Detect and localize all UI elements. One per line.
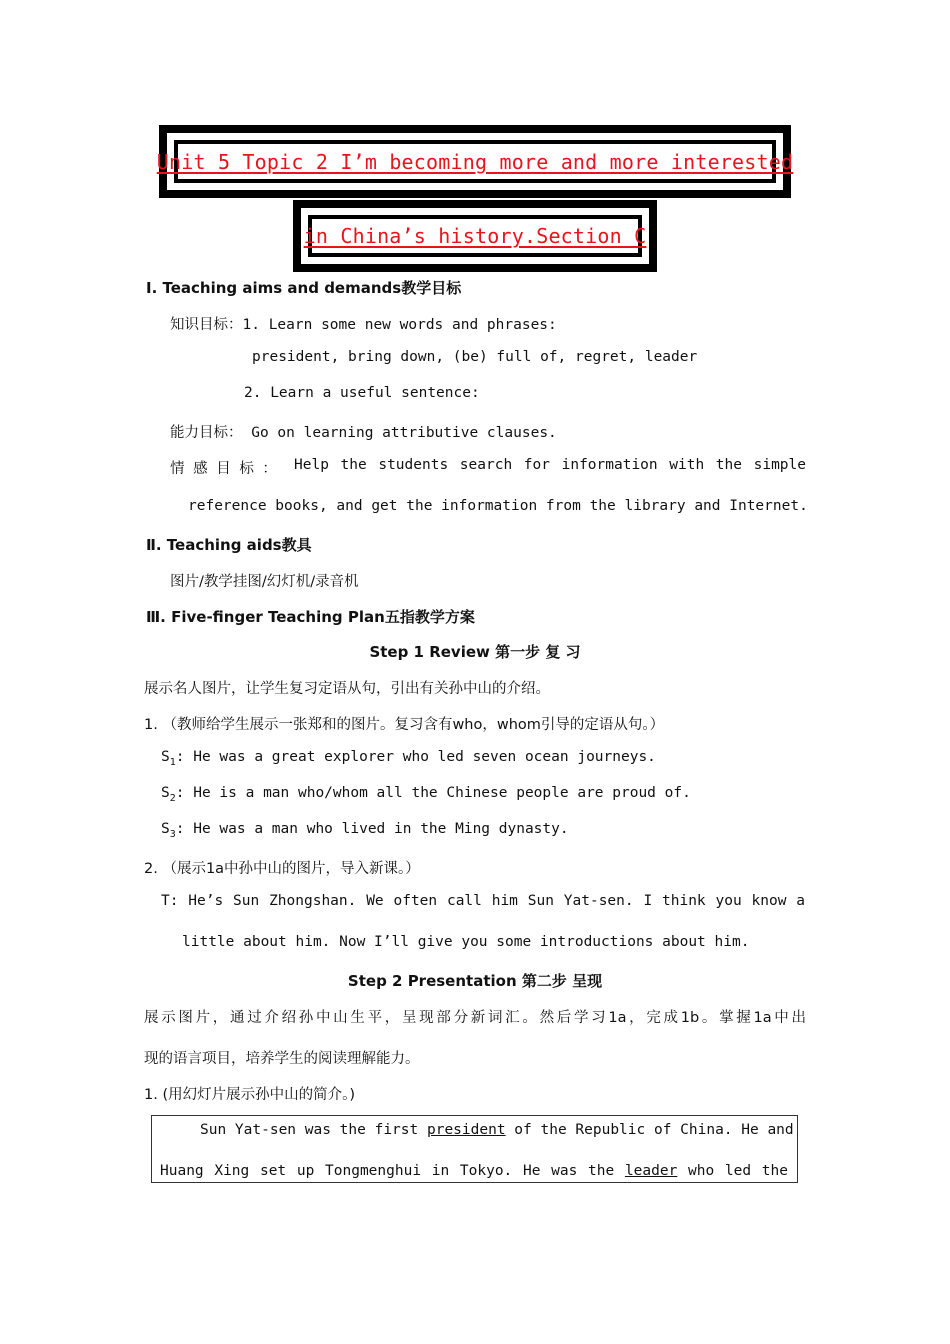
step1-intro: 展示名人图片，让学生复习定语从句，引出有关孙中山的介绍。 [144, 681, 550, 697]
step1-item2: 2. （展示1a中孙中山的图片，导入新课。） [144, 861, 420, 877]
step2-intro-2: 现的语言项目，培养学生的阅读理解能力。 [144, 1051, 420, 1067]
title-box-inner-2 [303, 215, 647, 257]
speaker-label: S [161, 821, 170, 837]
passage-line-1 [200, 1122, 794, 1138]
step2-item1: 1. (用幻灯片展示孙中山的简介。) [144, 1087, 356, 1103]
section-heading-aims: Ⅰ. Teaching aims and demands教学目标 [146, 279, 462, 297]
passage-line-2 [160, 1163, 788, 1179]
vocab-leader: leader [624, 1163, 678, 1179]
speaker-label: S [161, 749, 170, 765]
passage-text: who led the [677, 1163, 788, 1179]
teaching-aids-list: 图片/教学挂图/幻灯机/录音机 [170, 574, 359, 590]
speaker-sub: 2 [169, 792, 176, 804]
document-title-line2: in China’s history.Section C [303, 224, 647, 248]
knowledge-label: 知识目标： [170, 317, 243, 333]
student3-text: : He was a man who lived in the Ming dynasty. [175, 821, 569, 837]
section-heading-plan: Ⅲ. Five-finger Teaching Plan五指教学方案 [146, 608, 475, 626]
student3-line [161, 821, 569, 840]
teacher-text-1: T: He’s Sun Zhongshan. We often call him Sun Yat-sen. I think you know a [161, 893, 805, 909]
ability-label: 能力目标： [170, 425, 243, 441]
section-heading-aids: Ⅱ. Teaching aids教具 [146, 536, 312, 554]
knowledge-item-1: 1. Learn some new words and phrases: [242, 317, 557, 333]
emotion-text-1: Help the students search for information with the simple [294, 457, 806, 473]
step1-item1: 1. （教师给学生展示一张郑和的图片。复习含有who，whom引导的定语从句。） [144, 717, 665, 733]
student2-line [161, 785, 691, 804]
ability-text: Go on learning attributive clauses. [251, 425, 557, 441]
passage-box [151, 1115, 798, 1183]
emotion-label: 情 感 目 标 ： [170, 461, 279, 477]
knowledge-aims-line [170, 313, 557, 334]
emotion-text-2: reference books, and get the information from the library and Internet. [188, 498, 808, 514]
speaker-sub: 1 [169, 756, 176, 768]
passage-text: Sun Yat-sen was the first [200, 1122, 427, 1138]
ability-aims-line [170, 421, 557, 442]
speaker-sub: 3 [169, 828, 176, 840]
step2-heading: Step 2 Presentation 第二步 呈现 [347, 972, 603, 990]
passage-text: of the Republic of China. He and [505, 1122, 794, 1138]
knowledge-item-2: 2. Learn a useful sentence: [244, 385, 480, 401]
step1-heading: Step 1 Review 第一步 复 习 [369, 643, 581, 661]
phrases-list: president, bring down, (be) full of, regret, leader [252, 349, 698, 365]
student1-text: : He was a great explorer who led seven ocean journeys. [175, 749, 656, 765]
student2-text: : He is a man who/whom all the Chinese people are proud of. [175, 785, 691, 801]
vocab-president: president [426, 1122, 506, 1138]
passage-text: Huang Xing set up Tongmenghui in Tokyo. He was the [160, 1163, 625, 1179]
student1-line [161, 749, 656, 768]
emotion-aims-line [170, 457, 806, 478]
speaker-label: S [161, 785, 170, 801]
teacher-text-2: little about him. Now I’ll give you some introductions about him. [182, 934, 750, 950]
title-box-inner-1 [156, 140, 794, 183]
step2-intro-1: 展示图片，通过介绍孙中山生平，呈现部分新词汇。然后学习1a，完成1b。掌握1a中出 [144, 1010, 806, 1026]
document-title-line1: Unit 5 Topic 2 I’m becoming more and more interested [156, 149, 794, 174]
